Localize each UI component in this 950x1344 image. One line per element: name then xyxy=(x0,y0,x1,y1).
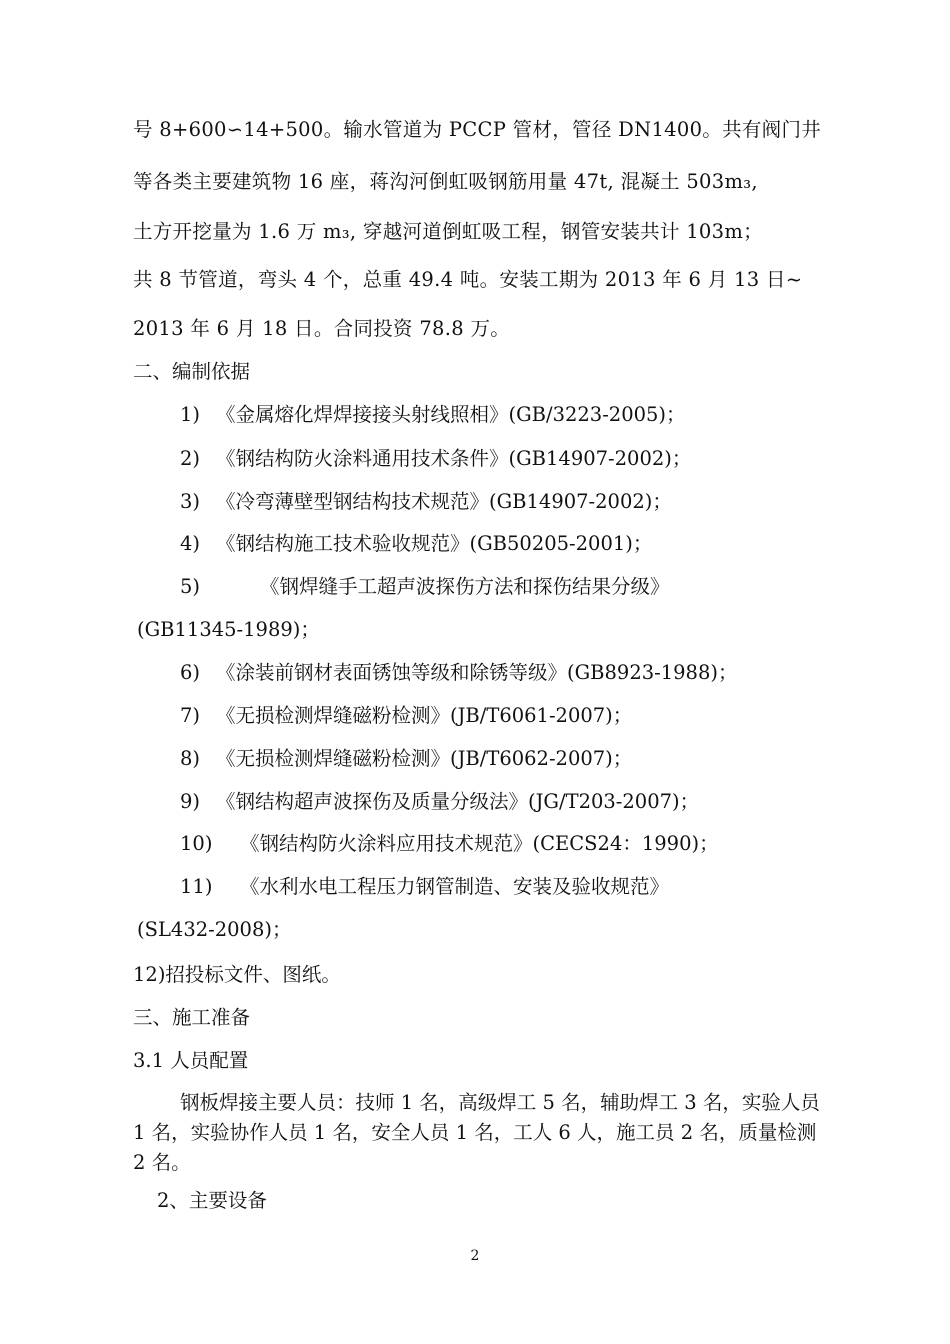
reference-number: 1) xyxy=(180,403,201,426)
reference-continuation: (GB11345-1989)； xyxy=(137,618,320,641)
reference-item xyxy=(180,789,699,815)
reference-text: 《钢结构防火涂料应用技术规范》(CECS24：1990)； xyxy=(240,832,719,855)
reference-text: 《钢结构施工技术验收规范》(GB50205-2001)； xyxy=(216,532,653,555)
staff-paragraph: 钢板焊接主要人员：技师 1 名，高级焊工 5 名，辅助焊工 3 名，实验人员 1 名，实验协作人员 1 名，安全人员 1 名，工人 6 人，施工员 2 名，质量检测 2 名。 xyxy=(133,1091,820,1174)
section-heading-preparation: 三、施工准备 xyxy=(133,1006,251,1029)
intro-line-4: 共 8 节管道，弯头 4 个，总重 49.4 吨。安装工期为 2013 年 6 月 13 日~ xyxy=(133,268,803,291)
reference-item xyxy=(180,446,691,472)
reference-item-12: 12)招投标文件、图纸。 xyxy=(133,963,341,986)
reference-number: 2) xyxy=(180,447,201,470)
reference-text: 《无损检测焊缝磁粉检测》(JB/T6061-2007)； xyxy=(216,704,633,727)
reference-number: 4) xyxy=(180,532,201,555)
equipment-heading: 2、主要设备 xyxy=(157,1189,267,1212)
reference-item xyxy=(180,402,686,428)
reference-number: 10) xyxy=(180,832,213,855)
reference-number: 11) xyxy=(180,875,213,898)
reference-number: 9) xyxy=(180,790,201,813)
reference-number: 8) xyxy=(180,747,201,770)
reference-item xyxy=(180,489,672,515)
reference-text: 《钢焊缝手工超声波探伤方法和探伤结果分级》 xyxy=(260,575,670,598)
reference-text: 《涂装前钢材表面锈蚀等级和除锈等级》(GB8923-1988)； xyxy=(216,661,738,684)
reference-number: 3) xyxy=(180,490,201,513)
reference-text: 《冷弯薄壁型钢结构技术规范》(GB14907-2002)； xyxy=(216,490,672,513)
reference-item xyxy=(180,874,669,900)
reference-item xyxy=(180,703,632,729)
intro-line-3: 土方开挖量为 1.6 万 m₃, 穿越河道倒虹吸工程，钢管安装共计 103m； xyxy=(133,220,763,243)
page-number: 2 xyxy=(470,1248,480,1264)
reference-text: 《钢结构防火涂料通用技术条件》(GB14907-2002)； xyxy=(216,447,692,470)
reference-item xyxy=(180,660,737,686)
reference-number: 6) xyxy=(180,661,201,684)
reference-text: 《无损检测焊缝磁粉检测》(JB/T6062-2007)； xyxy=(216,747,633,770)
section-heading-basis: 二、编制依据 xyxy=(133,360,251,383)
subsection-heading-staffing: 3.1 人员配置 xyxy=(133,1049,249,1072)
reference-item xyxy=(180,831,719,857)
reference-item xyxy=(180,746,632,772)
intro-line-2: 等各类主要建筑物 16 座，蒋沟河倒虹吸钢筋用量 47t, 混凝土 503m₃, xyxy=(133,170,758,193)
reference-text: 《钢结构超声波探伤及质量分级法》(JG/T203-2007)； xyxy=(216,790,700,813)
reference-continuation: (SL432-2008)； xyxy=(137,918,292,941)
intro-line-1: 号 8+600∽14+500。输水管道为 PCCP 管材，管径 DN1400。共有阀门井 xyxy=(133,118,822,141)
reference-item xyxy=(180,531,652,557)
reference-number: 7) xyxy=(180,704,201,727)
intro-line-5: 2013 年 6 月 18 日。合同投资 78.8 万。 xyxy=(133,317,511,340)
reference-number: 5) xyxy=(180,575,201,598)
reference-item xyxy=(180,574,670,600)
reference-text: 《水利水电工程压力钢管制造、安装及验收规范》 xyxy=(240,875,670,898)
reference-text: 《金属熔化焊焊接接头射线照相》(GB/3223-2005)； xyxy=(216,403,686,426)
